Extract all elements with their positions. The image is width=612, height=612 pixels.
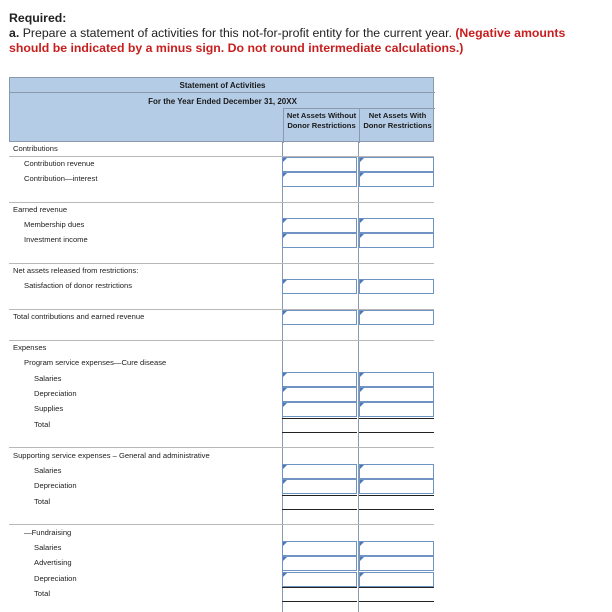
line-item (9, 218, 434, 233)
row-label: Total (34, 589, 51, 598)
row-label: Depreciation (34, 389, 77, 398)
line-item (9, 387, 434, 402)
row-label: Satisfaction of donor restrictions (24, 281, 133, 290)
row-label: Total (34, 497, 51, 506)
row-label: Total (34, 420, 51, 429)
input-program-salaries-with[interactable] (359, 372, 434, 387)
input-fund-depreciation-without[interactable] (282, 572, 357, 587)
input-program-total-with[interactable] (359, 418, 434, 433)
input-satisfaction-with[interactable] (359, 279, 434, 294)
row-label: Salaries (34, 466, 62, 475)
input-contribution-interest-without[interactable] (282, 172, 357, 187)
spacer-row (9, 188, 434, 203)
input-program-depreciation-with[interactable] (359, 387, 434, 402)
input-fund-total-without[interactable] (282, 587, 357, 602)
input-investment-income-without[interactable] (282, 233, 357, 248)
input-fund-salaries-with[interactable] (359, 541, 434, 556)
row-label: Investment income (24, 235, 88, 244)
input-fund-salaries-without[interactable] (282, 541, 357, 556)
spacer-row (9, 249, 434, 264)
spacer-row (9, 295, 434, 310)
line-item (9, 541, 434, 556)
line-item (9, 479, 434, 494)
row-label: Contributions (13, 144, 58, 153)
row-label: Membership dues (24, 220, 85, 229)
total-row (9, 310, 434, 325)
col-with-restrictions: Net Assets With Donor Restrictions (363, 111, 432, 130)
input-fund-advertising-with[interactable] (359, 556, 434, 571)
row-label: Expenses (13, 343, 47, 352)
input-program-depreciation-without[interactable] (282, 387, 357, 402)
col-without-restrictions: Net Assets Without Donor Restrictions (286, 111, 357, 130)
input-contribution-revenue-with[interactable] (359, 157, 434, 172)
row-label: Earned revenue (13, 205, 68, 214)
input-total-contributions-without[interactable] (282, 310, 357, 325)
input-ga-depreciation-with[interactable] (359, 479, 434, 494)
subsection-heading (9, 356, 434, 371)
statement-header (9, 77, 434, 142)
row-label: Contribution revenue (24, 159, 95, 168)
section-heading (9, 142, 434, 157)
section-heading (9, 264, 434, 279)
line-item (9, 572, 434, 587)
prompt-text: Prepare a statement of activities for this not-for-profit entity for the current year. (22, 26, 452, 40)
subsection-heading (9, 526, 434, 541)
input-program-salaries-without[interactable] (282, 372, 357, 387)
line-item (9, 372, 434, 387)
input-fund-advertising-without[interactable] (282, 556, 357, 571)
rounding-note: (Negative amounts should be indicated by a minus sign. Do not round intermediate calculations.) (9, 26, 566, 55)
row-label: Salaries (34, 374, 62, 383)
section-heading (9, 341, 434, 356)
total-row (9, 587, 434, 602)
input-program-supplies-without[interactable] (282, 402, 357, 417)
section-heading (9, 203, 434, 218)
row-label: Program service expenses—Cure disease (24, 358, 167, 367)
input-fund-depreciation-with[interactable] (359, 572, 434, 587)
input-ga-depreciation-without[interactable] (282, 479, 357, 494)
required-heading: Required: (9, 11, 67, 25)
row-label: Total contributions and earned revenue (13, 312, 145, 321)
line-item (9, 556, 434, 571)
line-item (9, 402, 434, 417)
input-contribution-revenue-without[interactable] (282, 157, 357, 172)
row-label: Salaries (34, 543, 62, 552)
input-total-contributions-with[interactable] (359, 310, 434, 325)
input-fund-total-with[interactable] (359, 587, 434, 602)
input-membership-dues-without[interactable] (282, 218, 357, 233)
row-label: Depreciation (34, 574, 77, 583)
line-item (9, 233, 434, 248)
row-label: Contribution—interest (24, 174, 98, 183)
input-investment-income-with[interactable] (359, 233, 434, 248)
input-ga-salaries-without[interactable] (282, 464, 357, 479)
input-ga-salaries-with[interactable] (359, 464, 434, 479)
statement-title: Statement of Activities (179, 81, 266, 90)
line-item (9, 172, 434, 187)
statement-period: For the Year Ended December 31, 20XX (148, 97, 297, 106)
part-label: a. (9, 26, 20, 40)
input-satisfaction-without[interactable] (282, 279, 357, 294)
row-label: Supporting service expenses – General and administrative (13, 451, 210, 460)
statement-of-activities (9, 77, 434, 612)
row-label: Advertising (34, 558, 72, 567)
total-row (9, 495, 434, 510)
question-prompt (9, 26, 605, 56)
spacer-row (9, 326, 434, 341)
input-ga-total-without[interactable] (282, 495, 357, 510)
input-membership-dues-with[interactable] (359, 218, 434, 233)
instructions (9, 11, 605, 56)
header-divider (10, 92, 435, 93)
input-ga-total-with[interactable] (359, 495, 434, 510)
input-program-total-without[interactable] (282, 418, 357, 433)
spacer-row (9, 510, 434, 525)
row-label: Supplies (34, 404, 64, 413)
line-item (9, 157, 434, 172)
input-program-supplies-with[interactable] (359, 402, 434, 417)
row-label: Net assets released from restrictions: (13, 266, 139, 275)
total-row (9, 418, 434, 433)
line-item (9, 464, 434, 479)
line-item (9, 279, 434, 294)
input-contribution-interest-with[interactable] (359, 172, 434, 187)
row-label: —Fundraising (24, 528, 72, 537)
spacer-row (9, 433, 434, 448)
subsection-heading (9, 449, 434, 464)
row-label: Depreciation (34, 481, 77, 490)
